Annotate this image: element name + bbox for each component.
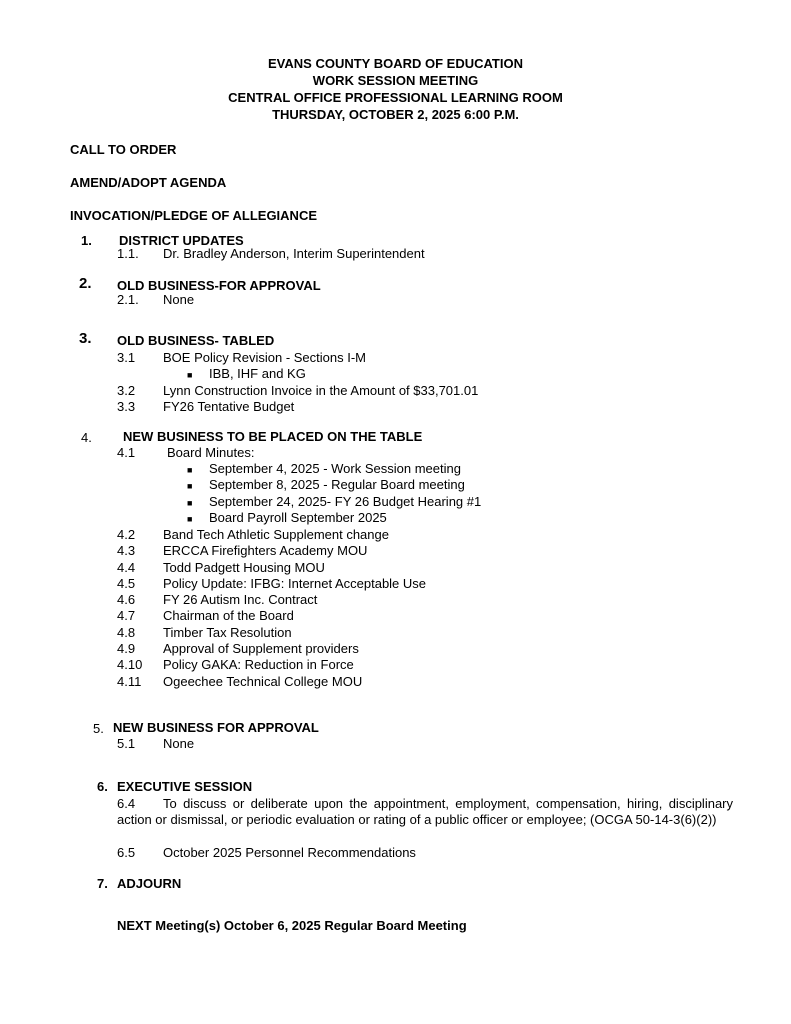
section-3-number: 3. [79, 330, 92, 347]
item-text: Todd Padgett Housing MOU [163, 560, 325, 575]
bullet-icon: ■ [187, 514, 193, 524]
item-text: October 2025 Personnel Recommendations [163, 845, 416, 860]
header-line-3: CENTRAL OFFICE PROFESSIONAL LEARNING ROOM [228, 90, 563, 105]
item-number: 4.6 [117, 592, 136, 607]
item-text: None [163, 736, 195, 751]
item-number: 4.3 [117, 543, 136, 558]
item-text: BOE Policy Revision - Sections I-M [163, 350, 367, 365]
section-7-title: ADJOURN [117, 876, 182, 891]
call-to-order: CALL TO ORDER [70, 142, 177, 157]
item-number: 5.1 [117, 736, 136, 751]
item-number: 2.1. [117, 292, 139, 307]
section-5-number: 5. [93, 721, 104, 736]
bullet-icon: ■ [187, 370, 193, 380]
sub-item-text: Board Payroll September 2025 [209, 510, 387, 525]
section-1-number: 1. [81, 233, 92, 248]
section-3-title: OLD BUSINESS- TABLED [117, 333, 275, 348]
header-line-1: EVANS COUNTY BOARD OF EDUCATION [268, 56, 523, 71]
item-text: Approval of Supplement providers [163, 641, 359, 656]
section-5-title: NEW BUSINESS FOR APPROVAL [113, 720, 319, 735]
item-number: 4.8 [117, 625, 136, 640]
item-number: 4.2 [117, 527, 136, 542]
item-text: Timber Tax Resolution [163, 625, 292, 640]
sub-item-text: September 8, 2025 - Regular Board meeting [209, 477, 465, 492]
sub-item-text: IBB, IHF and KG [209, 366, 306, 381]
sub-item-text: September 4, 2025 - Work Session meeting [209, 461, 461, 476]
item-text: Chairman of the Board [163, 608, 294, 623]
item-number: 4.9 [117, 641, 136, 656]
item-number: 4.11 [117, 674, 142, 689]
item-text: Band Tech Athletic Supplement change [163, 527, 389, 542]
bullet-icon: ■ [187, 481, 193, 491]
invocation-pledge: INVOCATION/PLEDGE OF ALLEGIANCE [70, 208, 318, 223]
header-line-4: THURSDAY, OCTOBER 2, 2025 6:00 P.M. [272, 107, 519, 122]
section-7-number: 7. [97, 876, 108, 891]
item-number: 3.2 [117, 383, 136, 398]
next-meeting: NEXT Meeting(s) October 6, 2025 Regular Board Meeting [117, 918, 467, 933]
item-text: None [163, 292, 195, 307]
item-number: 4.5 [117, 576, 136, 591]
section-1-title: DISTRICT UPDATES [119, 233, 244, 248]
section-4-title: NEW BUSINESS TO BE PLACED ON THE TABLE [123, 429, 423, 444]
item-number: 4.4 [117, 560, 136, 575]
item-number: 6.5 [117, 845, 136, 860]
item-text: Board Minutes: [167, 445, 255, 460]
sub-item-text: September 24, 2025- FY 26 Budget Hearing #1 [209, 494, 482, 509]
amend-adopt-agenda: AMEND/ADOPT AGENDA [70, 175, 227, 190]
item-text: FY 26 Autism Inc. Contract [163, 592, 318, 607]
item-text: Ogeechee Technical College MOU [163, 674, 363, 689]
section-6-title: EXECUTIVE SESSION [117, 779, 253, 794]
item-number: 4.7 [117, 608, 136, 623]
item-number: 3.1 [117, 350, 136, 365]
executive-session-text: To discuss or deliberate upon the appointment, employment, compensation, hiring, disciplinary action or dismissal, or periodic evaluation or rating of a public officer or employee; (OCGA 50-14-3(6)(2)) [117, 796, 733, 827]
section-2-title: OLD BUSINESS-FOR APPROVAL [117, 278, 321, 293]
item-text: FY26 Tentative Budget [163, 399, 295, 414]
item-text: Dr. Bradley Anderson, Interim Superintendent [163, 246, 425, 261]
item-text: Policy Update: IFBG: Internet Acceptable Use [163, 576, 427, 591]
header-line-2: WORK SESSION MEETING [312, 73, 479, 88]
item-number: 3.3 [117, 399, 136, 414]
section-6-number: 6. [97, 779, 108, 794]
item-number: 4.1 [117, 445, 136, 460]
section-4-number: 4. [81, 430, 92, 445]
item-text: Lynn Construction Invoice in the Amount of $33,701.01 [163, 383, 479, 398]
item-number: 1.1. [117, 246, 139, 261]
item-number: 4.10 [117, 657, 143, 672]
section-2-number: 2. [79, 275, 92, 292]
item-number: 6.4 [117, 796, 136, 811]
item-text: Policy GAKA: Reduction in Force [163, 657, 354, 672]
bullet-icon: ■ [187, 498, 193, 508]
bullet-icon: ■ [187, 465, 193, 475]
item-text: ERCCA Firefighters Academy MOU [163, 543, 368, 558]
